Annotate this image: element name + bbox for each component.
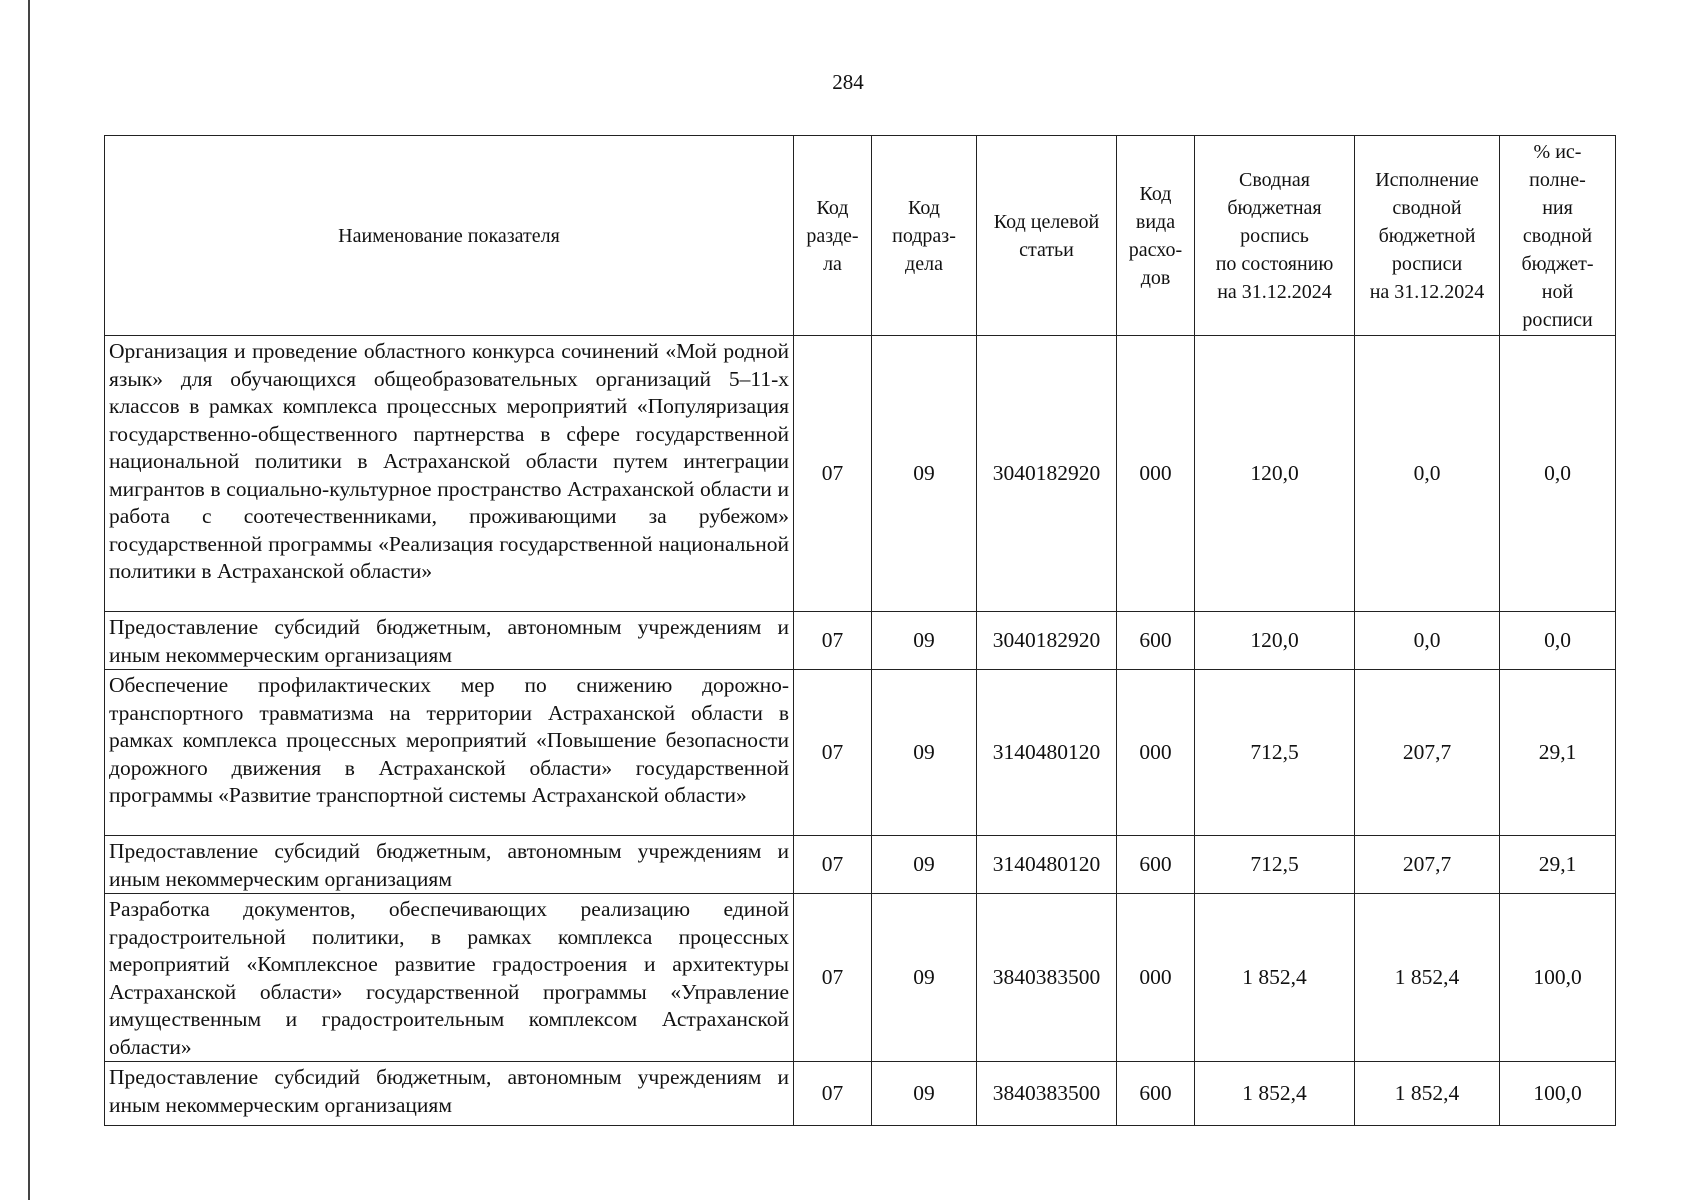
row-target-article-code: 3040182920 [977, 336, 1117, 612]
header-indicator-name: Наименование показателя [105, 136, 794, 336]
row-executed-budget: 0,0 [1355, 612, 1500, 670]
table-row [105, 836, 1616, 894]
row-section-code: 07 [794, 670, 872, 836]
row-expense-kind-code: 000 [1117, 336, 1195, 612]
header-expense-kind-code: Код вида расхо- дов [1117, 136, 1195, 336]
row-subsection-code: 09 [872, 336, 977, 612]
row-indicator-name: Предоставление субсидий бюджетным, автономным учреждениям и иным некоммерческим организациям [105, 836, 794, 894]
table-row [105, 336, 1616, 612]
budget-table-container [104, 135, 1615, 1126]
row-indicator-name: Предоставление субсидий бюджетным, автономным учреждениям и иным некоммерческим организациям [105, 612, 794, 670]
row-planned-budget: 1 852,4 [1195, 1062, 1355, 1126]
row-target-article-code: 3840383500 [977, 1062, 1117, 1126]
row-section-code: 07 [794, 1062, 872, 1126]
row-subsection-code: 09 [872, 894, 977, 1062]
row-target-article-code: 3140480120 [977, 670, 1117, 836]
row-expense-kind-code: 600 [1117, 612, 1195, 670]
header-execution-percent: % ис- полне- ния сводной бюджет- ной росписи [1500, 136, 1616, 336]
table-row [105, 612, 1616, 670]
page-number: 284 [832, 70, 864, 94]
row-subsection-code: 09 [872, 612, 977, 670]
row-execution-percent: 29,1 [1500, 670, 1616, 836]
row-execution-percent: 100,0 [1500, 1062, 1616, 1126]
row-indicator-name: Предоставление субсидий бюджетным, автономным учреждениям и иным некоммерческим организациям [105, 1062, 794, 1126]
row-indicator-name: Обеспечение профилактических мер по снижению дорожно-транспортного травматизма на территории Астраханской области в рамках комплекса процессных мероприятий «Повышение безопасности дорожного движения в Астраханской области» государственной программы «Развитие транспортной системы Астраханской области» [105, 670, 794, 836]
row-executed-budget: 207,7 [1355, 670, 1500, 836]
row-expense-kind-code: 600 [1117, 1062, 1195, 1126]
row-planned-budget: 712,5 [1195, 836, 1355, 894]
row-target-article-code: 3840383500 [977, 894, 1117, 1062]
row-subsection-code: 09 [872, 836, 977, 894]
row-execution-percent: 0,0 [1500, 612, 1616, 670]
row-section-code: 07 [794, 836, 872, 894]
row-planned-budget: 1 852,4 [1195, 894, 1355, 1062]
table-header-row [105, 136, 1616, 336]
row-executed-budget: 1 852,4 [1355, 1062, 1500, 1126]
row-expense-kind-code: 000 [1117, 894, 1195, 1062]
row-target-article-code: 3140480120 [977, 836, 1117, 894]
row-expense-kind-code: 000 [1117, 670, 1195, 836]
row-executed-budget: 207,7 [1355, 836, 1500, 894]
table-row [105, 1062, 1616, 1126]
row-section-code: 07 [794, 894, 872, 1062]
row-section-code: 07 [794, 612, 872, 670]
table-row [105, 894, 1616, 1062]
budget-table [104, 135, 1616, 1126]
row-expense-kind-code: 600 [1117, 836, 1195, 894]
row-execution-percent: 100,0 [1500, 894, 1616, 1062]
row-target-article-code: 3040182920 [977, 612, 1117, 670]
header-section-code: Код разде- ла [794, 136, 872, 336]
left-margin-line [28, 0, 30, 1200]
row-executed-budget: 1 852,4 [1355, 894, 1500, 1062]
row-planned-budget: 120,0 [1195, 612, 1355, 670]
row-indicator-name: Разработка документов, обеспечивающих реализацию единой градостроительной политики, в рамках комплекса процессных мероприятий «Комплексное развитие градостроения и архитектуры Астраханской области» государственной программы «Управление имущественным и градостроительным комплексом Астраханской области» [105, 894, 794, 1062]
row-section-code: 07 [794, 336, 872, 612]
header-executed-budget: Исполнение сводной бюджетной росписи на 31.12.2024 [1355, 136, 1500, 336]
header-target-article-code: Код целевой статьи [977, 136, 1117, 336]
row-planned-budget: 120,0 [1195, 336, 1355, 612]
table-row [105, 670, 1616, 836]
row-subsection-code: 09 [872, 670, 977, 836]
row-executed-budget: 0,0 [1355, 336, 1500, 612]
header-subsection-code: Код подраз- дела [872, 136, 977, 336]
row-execution-percent: 0,0 [1500, 336, 1616, 612]
row-planned-budget: 712,5 [1195, 670, 1355, 836]
header-planned-budget: Сводная бюджетная роспись по состоянию на 31.12.2024 [1195, 136, 1355, 336]
row-subsection-code: 09 [872, 1062, 977, 1126]
row-indicator-name: Организация и проведение областного конкурса сочинений «Мой родной язык» для обучающихся общеобразовательных организаций 5–11-х классов в рамках комплекса процессных мероприятий «Популяризация государственно-общественного партнерства в сфере государственной национальной политики в Астраханской области путем интеграции мигрантов в социально-культурное пространство Астраханской области и работа с соотечественниками, проживающими за рубежом» государственной программы «Реализация государственной национальной политики в Астраханской области» [105, 336, 794, 612]
row-execution-percent: 29,1 [1500, 836, 1616, 894]
